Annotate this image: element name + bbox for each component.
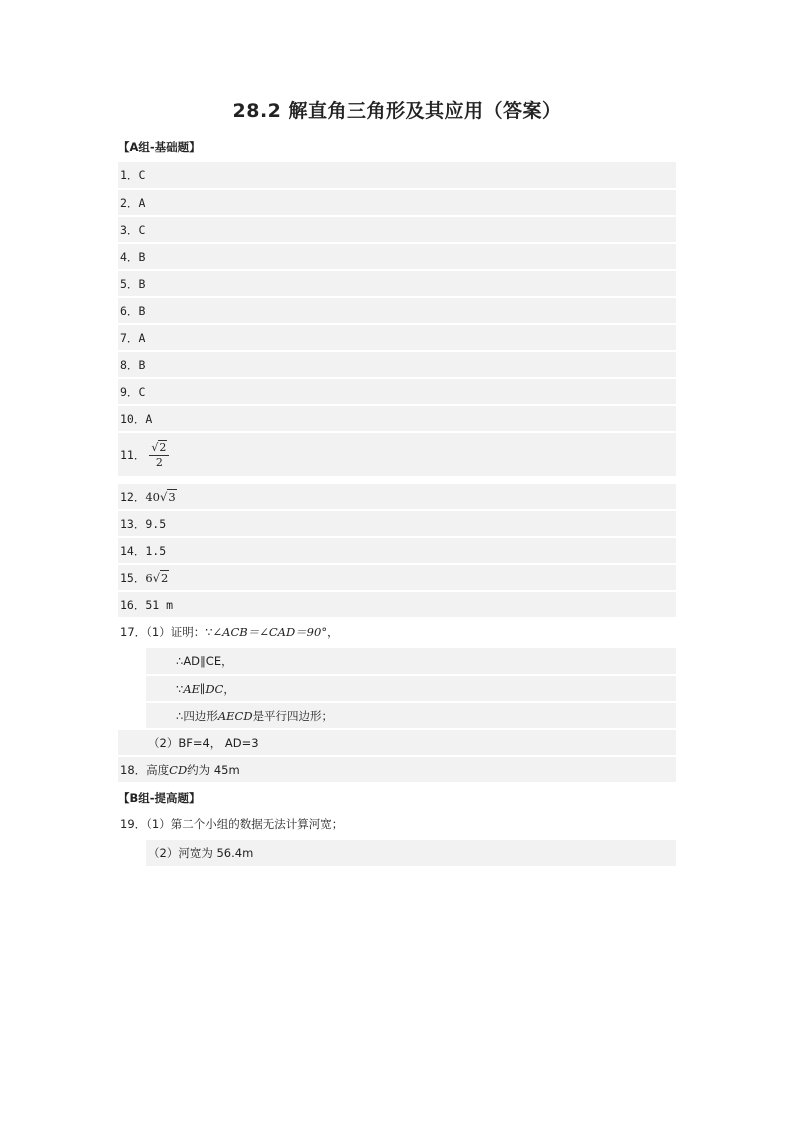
answer-row-19-part2: （2）河宽为 56.4m (146, 840, 676, 866)
answer-row-14: 14．1.5 (118, 537, 676, 563)
answer-row: 8．B (118, 351, 676, 377)
answer-row: 6．B (118, 297, 676, 323)
fraction: $\frac{√2}{2}$ (149, 441, 169, 470)
answer-row-11: 11． $\frac{√2}{2}$ (118, 432, 676, 476)
answer-row-17-line2: ∴AD∥CE， (146, 648, 676, 674)
answer-row-19-part1: 19．（1）第二个小组的数据无法计算河宽； (120, 817, 344, 831)
answer-row: 4．B (118, 243, 676, 269)
answer-row-18: 18．高度CD约为 45m (118, 756, 676, 782)
answer-row: 5．B (118, 270, 676, 296)
answer-row: 7．A (118, 324, 676, 350)
answer-row: 1．C (118, 162, 676, 188)
answer-row-17-line4: ∴四边形AECD是平行四边形； (146, 702, 676, 728)
answer-row-17-line3: ∵AE∥DC， (146, 675, 676, 701)
answer-row-13: 13．9.5 (118, 510, 676, 536)
answer-row: 2．A (118, 189, 676, 215)
answer-row-16: 16．51 m (118, 591, 676, 617)
answer-row: 9．C (118, 378, 676, 404)
section-b-heading: 【B组-提高题】 (118, 791, 201, 805)
answer-row-12: 12．40√3 (118, 483, 676, 509)
answer-row-15: 15．6√2 (118, 564, 676, 590)
answer-row: 10．A (118, 405, 676, 431)
answer-row-17-part2: （2）BF=4， AD=3 (118, 729, 676, 755)
answer-row-17-line1: 17．（1）证明：∵∠ACB＝∠CAD＝90°， (120, 625, 339, 639)
page-title: 28.2 解直角三角形及其应用（答案） (232, 100, 562, 122)
section-a-heading: 【A组-基础题】 (118, 140, 201, 154)
answer-row: 3．C (118, 216, 676, 242)
